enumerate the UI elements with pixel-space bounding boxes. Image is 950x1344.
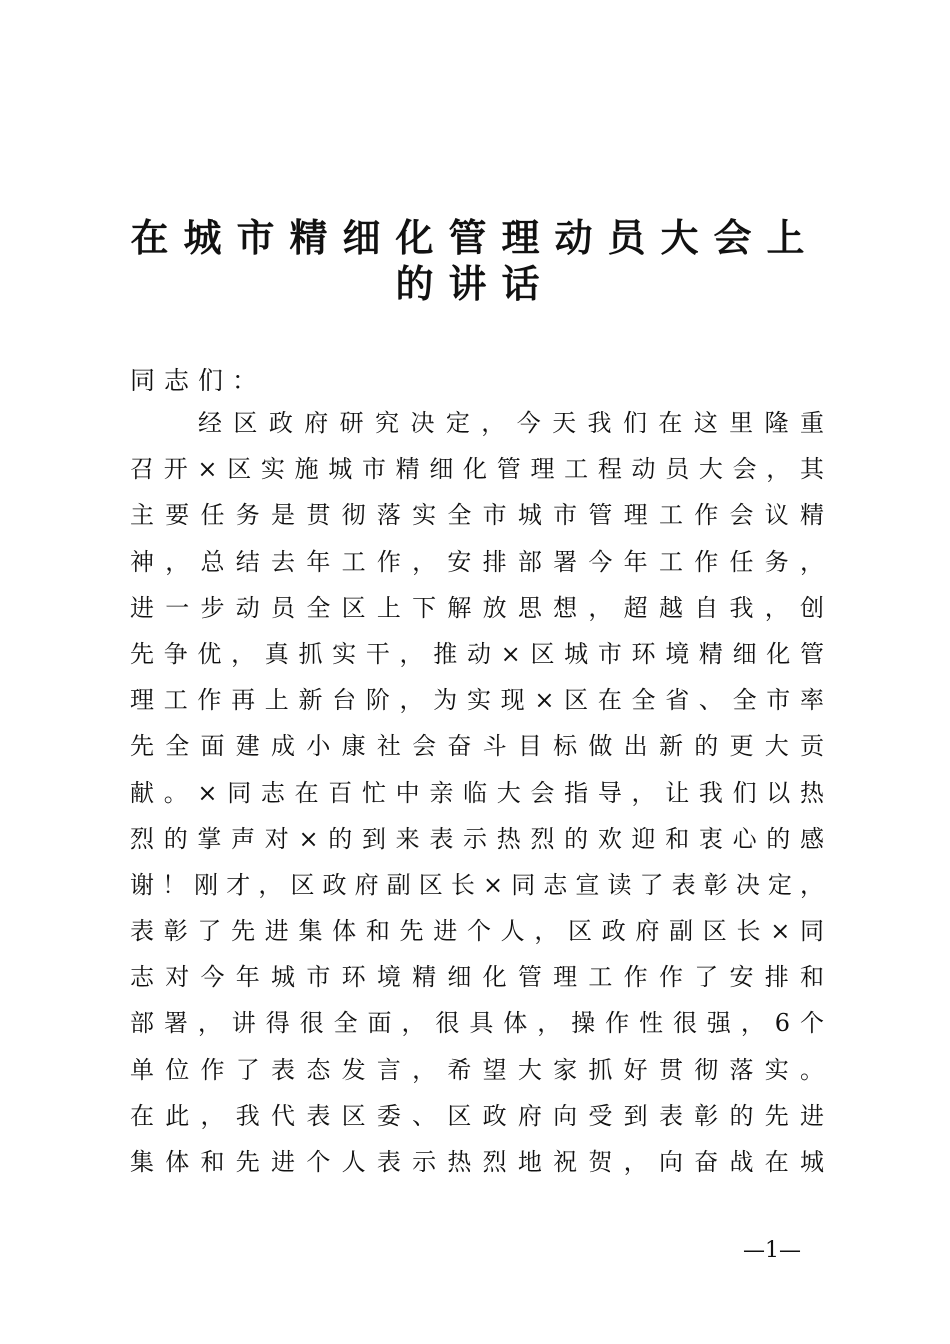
body-line: 进一步动员全区上下解放思想，超越自我，创 [130,593,824,622]
body-line: 经区政府研究决定，今天我们在这里隆重 [198,409,824,437]
body-line: 先全面建成小康社会奋斗目标做出新的更大贡 [130,732,824,761]
body-line: 先争优，真抓实干，推动×区城市环境精细化管 [130,639,824,668]
speech-body [130,400,824,1185]
body-line: 单位作了表态发言，希望大家抓好贯彻落实。 [130,1055,824,1084]
salutation: 同志们： [130,366,267,395]
body-line: 烈的掌声对×的到来表示热烈的欢迎和衷心的感 [130,824,824,853]
body-line: 神，总结去年工作，安排部署今年工作任务， [130,547,824,576]
body-line: 部署，讲得很全面，很具体，操作性很强，6个 [130,1009,824,1038]
body-line: 理工作再上新台阶，为实现×区在全省、全市率 [130,686,824,715]
body-line: 在此，我代表区委、区政府向受到表彰的先进 [130,1101,824,1130]
body-line: 集体和先进个人表示热烈地祝贺，向奋战在城 [130,1148,824,1176]
body-line: 表彰了先进集体和先进个人，区政府副区长×同 [130,917,824,946]
page-number: —1— [743,1238,801,1263]
body-line: 谢！刚才，区政府副区长×同志宣读了表彰决定， [130,870,824,899]
body-line: 志对今年城市环境精细化管理工作作了安排和 [130,963,824,992]
body-line: 召开×区实施城市精细化管理工程动员大会，其 [130,455,824,484]
document-title-line-1: 在城市精细化管理动员大会上 [130,215,820,260]
document-title-line-2: 的讲话 [395,261,555,306]
body-line: 主要任务是贯彻落实全市城市管理工作会议精 [130,501,824,530]
body-line: 献。×同志在百忙中亲临大会指导，让我们以热 [130,778,824,807]
